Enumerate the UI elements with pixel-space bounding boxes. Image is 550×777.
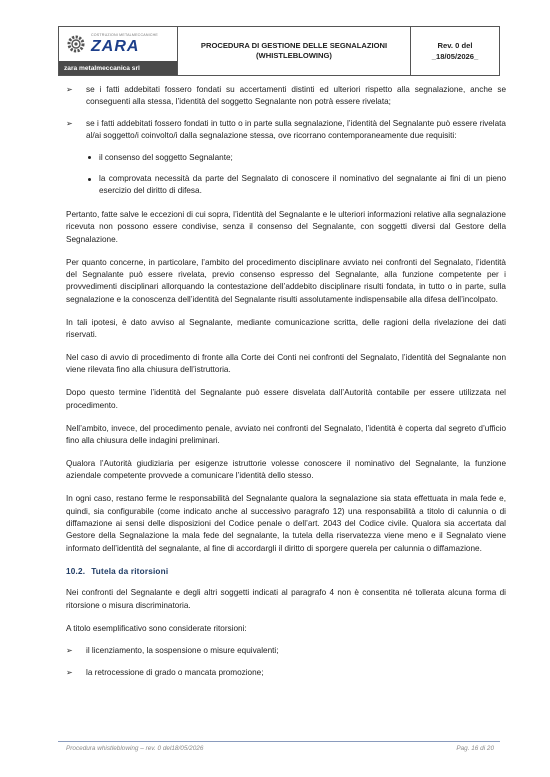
paragraph: Qualora l’Autorità giudiziaria per esigenze istruttorie volesse conoscere il nominativo del Segnalante, la funzione aziendale competente provvede a comunicare l’identità dello stesso. bbox=[66, 458, 506, 481]
paragraph: Nel caso di avvio di procedimento di fronte alla Corte dei Conti nei confronti del Segnalato, l’identità del Segnalante non viene rilevata fino alla chiusura dell’istruttoria. bbox=[66, 353, 506, 375]
sub-list-item bbox=[66, 173, 506, 198]
list-item-text: la retrocessione di grado o mancata promozione; bbox=[86, 667, 264, 677]
arrow-bullet-icon: ➢ bbox=[66, 667, 73, 677]
company-logo bbox=[63, 31, 173, 59]
paragraph: In ogni caso, restano ferme le responsabilità del Segnalante qualora la segnalazione sia stata effettuata in mala fede e, quindi, sia configurabile (come indicato anche al successivo paragrafo 12) una responsabilità a titolo di calunnia o di diffamazione ai sensi delle disposizioni del Codice penale o dell’art. 2043 del Codice civile. Qualora sia accertata dal Gestore della Segnalazione la mala fede del segnalante, la tutela della riservatezza viene meno e il Segnalato viene informato dell’identità del segnalante, al fine di accordargli il diritto di sporgere querela per calunnia o diffamazione. bbox=[66, 494, 506, 553]
dot-bullet-icon bbox=[88, 156, 91, 159]
arrow-bullet-icon: ➢ bbox=[66, 646, 73, 656]
arrow-bullet-icon: ➢ bbox=[66, 85, 73, 94]
document-title bbox=[178, 27, 411, 75]
logo-wordmark: ZARA bbox=[91, 38, 140, 55]
list-item bbox=[66, 667, 506, 679]
document-header bbox=[58, 26, 500, 76]
revision-info bbox=[411, 27, 499, 75]
list-item-text: se i fatti addebitati fossero fondati su accertamenti distinti ed ulteriori rispetto alla segnalazione, anche se conseguenti alla stessa, l’identità del soggetto Segnalante non potrà essere rivelata; bbox=[86, 85, 506, 107]
paragraph: Dopo questo termine l’identità del Segnalante può essere disvelata dall’Autorità contabile per essere utilizzata nel procedimento. bbox=[66, 388, 506, 410]
paragraph: Nei confronti del Segnalante e degli altri soggetti indicati al paragrafo 4 non è consentita né tollerata alcuna forma di ritorsione o misura discriminatoria. bbox=[66, 588, 506, 610]
list-item-text: se i fatti addebitati fossero fondati in tutto o in parte sulla segnalazione, l’identità del Segnalante può essere rivelata al/ai soggetto/i coinvolto/i dalla segnalazione stessa, ove ricorrano contemporaneamente due requisiti: bbox=[86, 118, 506, 141]
footer-page-number: Pag. 16 di 20 bbox=[456, 745, 494, 752]
list-item bbox=[66, 645, 506, 657]
paragraph: Per quanto concerne, in particolare, l’ambito del procedimento disciplinare avviato nei confronti del Segnalato, l’identità del Segnalante può essere rivelata, previo consenso espresso del Segnalante, alla funzione competente per i provvedimenti disciplinari allorquando la contestazione dell’addebito disciplinare risulti fondata, in tutto o in parte, sulla segnalazione e la conoscenza dell’identità del Segnalante risulti assolutamente indispensabile alla difesa dell’incolpato. bbox=[66, 257, 506, 304]
document-body bbox=[66, 84, 506, 688]
paragraph: In tali ipotesi, è dato avviso al Segnalante, mediante comunicazione scritta, delle ragioni della rivelazione dei dati riservati. bbox=[66, 317, 506, 340]
footer-document-ref: Procedura whistleblowing – rev. 0 del18/05/2026 bbox=[66, 745, 204, 752]
sub-list-item-text: la comprovata necessità da parte del Segnalato di conoscere il nominativo del segnalante ai fini di un pieno esercizio del diritto di difesa. bbox=[99, 174, 506, 196]
paragraph: Nell’ambito, invece, del procedimento penale, avviato nei confronti del Segnalato, l’identità è coperta dal segreto d’ufficio fino alla chiusura delle indagini preliminari. bbox=[66, 423, 506, 446]
sub-list-item bbox=[66, 152, 506, 164]
section-title: Tutela da ritorsioni bbox=[91, 566, 169, 576]
revision-date: _18/05/2026_ bbox=[431, 52, 479, 61]
dot-bullet-icon bbox=[88, 178, 91, 181]
list-item-text: il licenziamento, la sospensione o misure equivalenti; bbox=[86, 646, 279, 656]
title-line-2: (WHISTLEBLOWING) bbox=[256, 51, 332, 60]
company-name: zara metalmeccanica srl bbox=[59, 61, 177, 75]
section-number: 10.2. bbox=[66, 566, 86, 576]
paragraph: A titolo esemplificativo sono considerate ritorsioni: bbox=[66, 623, 247, 633]
list-item bbox=[66, 84, 506, 109]
sub-list-item-text: il consenso del soggetto Segnalante; bbox=[99, 152, 233, 162]
logo-tagline: COSTRUZIONI METALMECCANICHE bbox=[91, 33, 159, 37]
footer-divider bbox=[58, 741, 500, 742]
section-heading bbox=[66, 566, 506, 578]
gear-logo-icon bbox=[65, 33, 87, 55]
paragraph: Pertanto, fatte salve le eccezioni di cui sopra, l’identità del Segnalante e le ulteriori informazioni relative alla segnalazione ricevuta non possono essere condivise, senza il consenso del Segnalante, con soggetti diversi dal Gestore della Segnalazione. bbox=[66, 209, 506, 244]
list-item bbox=[66, 118, 506, 143]
title-line-1: PROCEDURA DI GESTIONE DELLE SEGNALAZIONI bbox=[200, 41, 388, 50]
company-logo-cell bbox=[59, 27, 178, 75]
revision-line-1: Rev. 0 del bbox=[437, 41, 473, 50]
arrow-bullet-icon: ➢ bbox=[66, 118, 73, 128]
